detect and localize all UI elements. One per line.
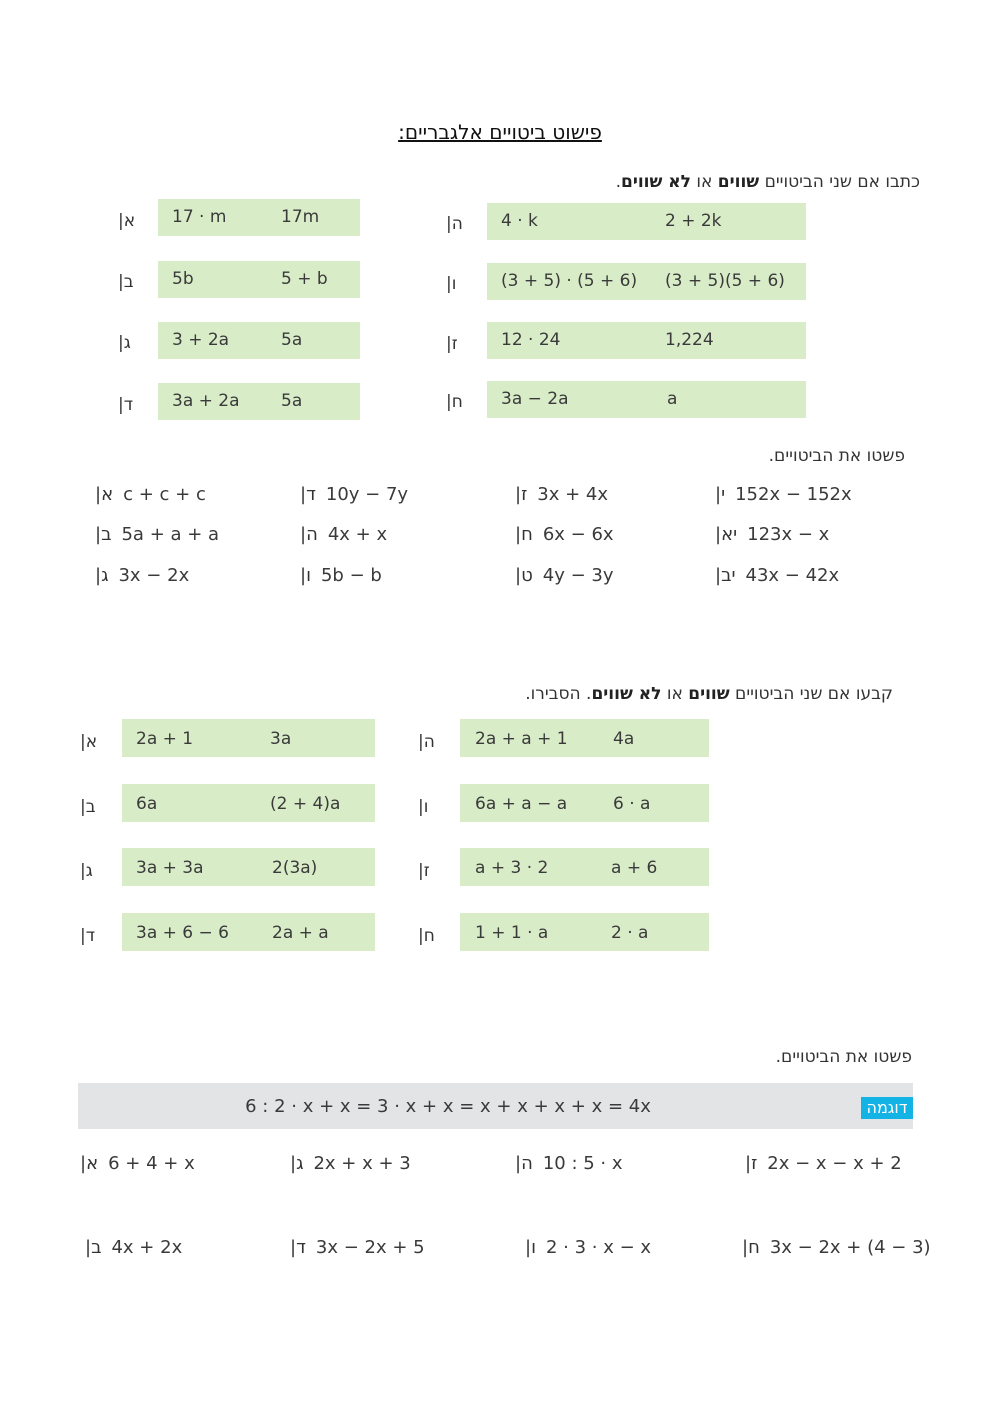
expression-b: 5 + b xyxy=(281,269,328,289)
expression-b: 1,224 xyxy=(665,330,714,350)
exercise-expression: 2x − x − x + 2 xyxy=(767,1153,902,1174)
item-label: ה| xyxy=(446,214,463,234)
exercise-item xyxy=(515,1153,623,1174)
expression-b: a xyxy=(667,389,678,409)
item-label: ח| xyxy=(515,524,533,545)
expression-pair-box xyxy=(460,913,709,951)
exercise-expression: 152x − 152x xyxy=(735,484,852,505)
item-label: ב| xyxy=(95,524,112,545)
item-label: א| xyxy=(118,211,136,231)
item-label: ד| xyxy=(290,1237,306,1258)
exercise-item xyxy=(95,565,189,586)
expression-b: 2(3a) xyxy=(272,858,318,878)
page-title: פישוט ביטויים אלגבריים: xyxy=(398,120,602,144)
expression-b: 2 · a xyxy=(611,923,649,943)
instruction-text: כתבו אם שני הביטויים xyxy=(759,172,920,192)
expression-a: 3 + 2a xyxy=(172,330,230,350)
item-label: ז| xyxy=(446,334,458,354)
exercise-item xyxy=(715,565,839,586)
expression-a: 2a + a + 1 xyxy=(475,729,568,749)
item-label: י| xyxy=(715,484,726,505)
expression-a: 6a + a − a xyxy=(475,794,568,814)
expression-pair-box xyxy=(460,719,709,757)
expression-a: 2a + 1 xyxy=(136,729,194,749)
item-label: ח| xyxy=(446,392,463,412)
expression-b: 6 · a xyxy=(613,794,651,814)
exercise-expression: 2 · 3 · x − x xyxy=(545,1237,652,1258)
exercise-expression: 123x − x xyxy=(747,524,830,545)
item-label: א| xyxy=(80,732,98,752)
exercise-item xyxy=(300,484,408,505)
instruction-text: או xyxy=(661,684,689,704)
item-label: ב| xyxy=(118,272,134,292)
expression-a: 3a + 3a xyxy=(136,858,204,878)
exercise-item xyxy=(95,484,206,505)
exercise-expression: 6 + 4 + x xyxy=(108,1153,195,1174)
exercise-item xyxy=(85,1237,182,1258)
expression-a: (3 + 5) · (5 + 6) xyxy=(501,271,638,291)
item-label: ח| xyxy=(418,926,435,946)
expression-b: (2 + 4)a xyxy=(270,794,341,814)
exercise-item xyxy=(290,1237,425,1258)
instruction-text: קבעו אם שני הביטויים xyxy=(729,684,893,704)
item-label: ו| xyxy=(446,274,457,294)
exercise-item xyxy=(95,524,219,545)
item-label: ג| xyxy=(80,861,93,881)
expression-a: 3a + 2a xyxy=(172,391,240,411)
item-label: ז| xyxy=(745,1153,758,1174)
expression-a: 1 + 1 · a xyxy=(475,923,549,943)
expression-pair-box xyxy=(158,261,360,298)
exercise-expression: 10 : 5 · x xyxy=(542,1153,623,1174)
item-label: ו| xyxy=(418,797,429,817)
exercise-item xyxy=(300,565,382,586)
expression-pair-box xyxy=(460,784,709,822)
item-label: א| xyxy=(80,1153,99,1174)
item-label: ג| xyxy=(95,565,109,586)
expression-a: 17 · m xyxy=(172,207,227,227)
exercise-item xyxy=(515,524,614,545)
exercise-expression: 3x + 4x xyxy=(537,484,609,505)
item-label: א| xyxy=(95,484,114,505)
expression-pair-box xyxy=(122,719,375,757)
exercise-expression: 3x − 2x + 5 xyxy=(315,1237,425,1258)
item-label: ז| xyxy=(418,861,430,881)
exercise-expression: 2x + x + 3 xyxy=(313,1153,411,1174)
instruction-text: או xyxy=(690,172,718,192)
item-label: ד| xyxy=(300,484,316,505)
item-label: ד| xyxy=(80,926,96,946)
exercise-item xyxy=(515,484,608,505)
exercise-item xyxy=(745,1153,902,1174)
expression-a: a + 3 · 2 xyxy=(475,858,549,878)
example-tag: דוגמה xyxy=(861,1097,913,1119)
exercise-item xyxy=(290,1153,411,1174)
exercise-item xyxy=(80,1153,195,1174)
item-label: ח| xyxy=(742,1237,760,1258)
item-label: ה| xyxy=(515,1153,533,1174)
expression-pair-box xyxy=(460,848,709,886)
item-label: ז| xyxy=(515,484,528,505)
exercise-expression: 10y − 7y xyxy=(325,484,409,505)
item-label: ב| xyxy=(85,1237,102,1258)
expression-a: 3a − 2a xyxy=(501,389,569,409)
exercise-expression: 5a + a + a xyxy=(121,524,220,545)
expression-pair-box xyxy=(487,381,806,418)
exercise-item xyxy=(300,524,387,545)
expression-a: 3a + 6 − 6 xyxy=(136,923,229,943)
item-label: ה| xyxy=(300,524,318,545)
exercise-expression: 6x − 6x xyxy=(542,524,614,545)
expression-b: 5a xyxy=(281,330,303,350)
exercise-item xyxy=(742,1237,931,1258)
expression-pair-box xyxy=(122,784,375,822)
example-expression: 6 : 2 · x + x = 3 · x + x = x + x + x + x = 4x xyxy=(245,1096,651,1117)
section2-instruction: פשטו את הביטויים. xyxy=(768,446,905,466)
section4-instruction: פשטו את הביטויים. xyxy=(775,1047,912,1067)
expression-b: 5a xyxy=(281,391,303,411)
expression-pair-box xyxy=(487,263,806,300)
exercise-item xyxy=(715,524,829,545)
expression-b: a + 6 xyxy=(611,858,658,878)
instruction-bold-not-equal: לא שווים xyxy=(591,684,662,704)
expression-b: 2a + a xyxy=(272,923,329,943)
item-label: ט| xyxy=(515,565,533,586)
expression-pair-box xyxy=(122,848,375,886)
item-label: ו| xyxy=(300,565,311,586)
expression-a: 4 · k xyxy=(501,211,538,231)
instruction-bold-not-equal: לא שווים xyxy=(620,172,691,192)
expression-b: (3 + 5)(5 + 6) xyxy=(665,271,785,291)
section1-instruction xyxy=(616,172,920,192)
item-label: ג| xyxy=(290,1153,304,1174)
exercise-expression: 4x + 2x xyxy=(111,1237,183,1258)
expression-pair-box xyxy=(487,322,806,359)
instruction-text: . הסבירו. xyxy=(525,684,592,704)
exercise-item xyxy=(715,484,852,505)
item-label: ה| xyxy=(418,732,435,752)
expression-a: 6a xyxy=(136,794,158,814)
section3-instruction xyxy=(525,684,893,704)
expression-a: 12 · 24 xyxy=(501,330,561,350)
exercise-expression: 3x − 2x + (4 − 3) xyxy=(769,1237,931,1258)
expression-b: 2 + 2k xyxy=(665,211,722,231)
expression-pair-box xyxy=(487,203,806,240)
item-label: ו| xyxy=(525,1237,536,1258)
expression-b: 3a xyxy=(270,729,292,749)
item-label: ב| xyxy=(80,797,96,817)
exercise-expression: 4y − 3y xyxy=(542,565,614,586)
expression-pair-box xyxy=(158,199,360,236)
expression-b: 4a xyxy=(613,729,635,749)
exercise-expression: c + c + c xyxy=(123,484,206,505)
item-label: ג| xyxy=(118,333,131,353)
exercise-expression: 43x − 42x xyxy=(745,565,840,586)
exercise-item xyxy=(515,565,613,586)
expression-a: 5b xyxy=(172,269,194,289)
exercise-item xyxy=(525,1237,651,1258)
exercise-expression: 4x + x xyxy=(327,524,388,545)
expression-b: 17m xyxy=(281,207,320,227)
exercise-expression: 3x − 2x xyxy=(118,565,190,586)
expression-pair-box xyxy=(158,383,360,420)
expression-pair-box xyxy=(122,913,375,951)
expression-pair-box xyxy=(158,322,360,359)
item-label: ד| xyxy=(118,395,134,415)
exercise-expression: 5b − b xyxy=(320,565,382,586)
item-label: יא| xyxy=(715,524,738,545)
instruction-bold-equal: שווים xyxy=(688,684,730,704)
instruction-text: . xyxy=(615,172,621,192)
item-label: יב| xyxy=(715,565,736,586)
instruction-bold-equal: שווים xyxy=(717,172,760,192)
